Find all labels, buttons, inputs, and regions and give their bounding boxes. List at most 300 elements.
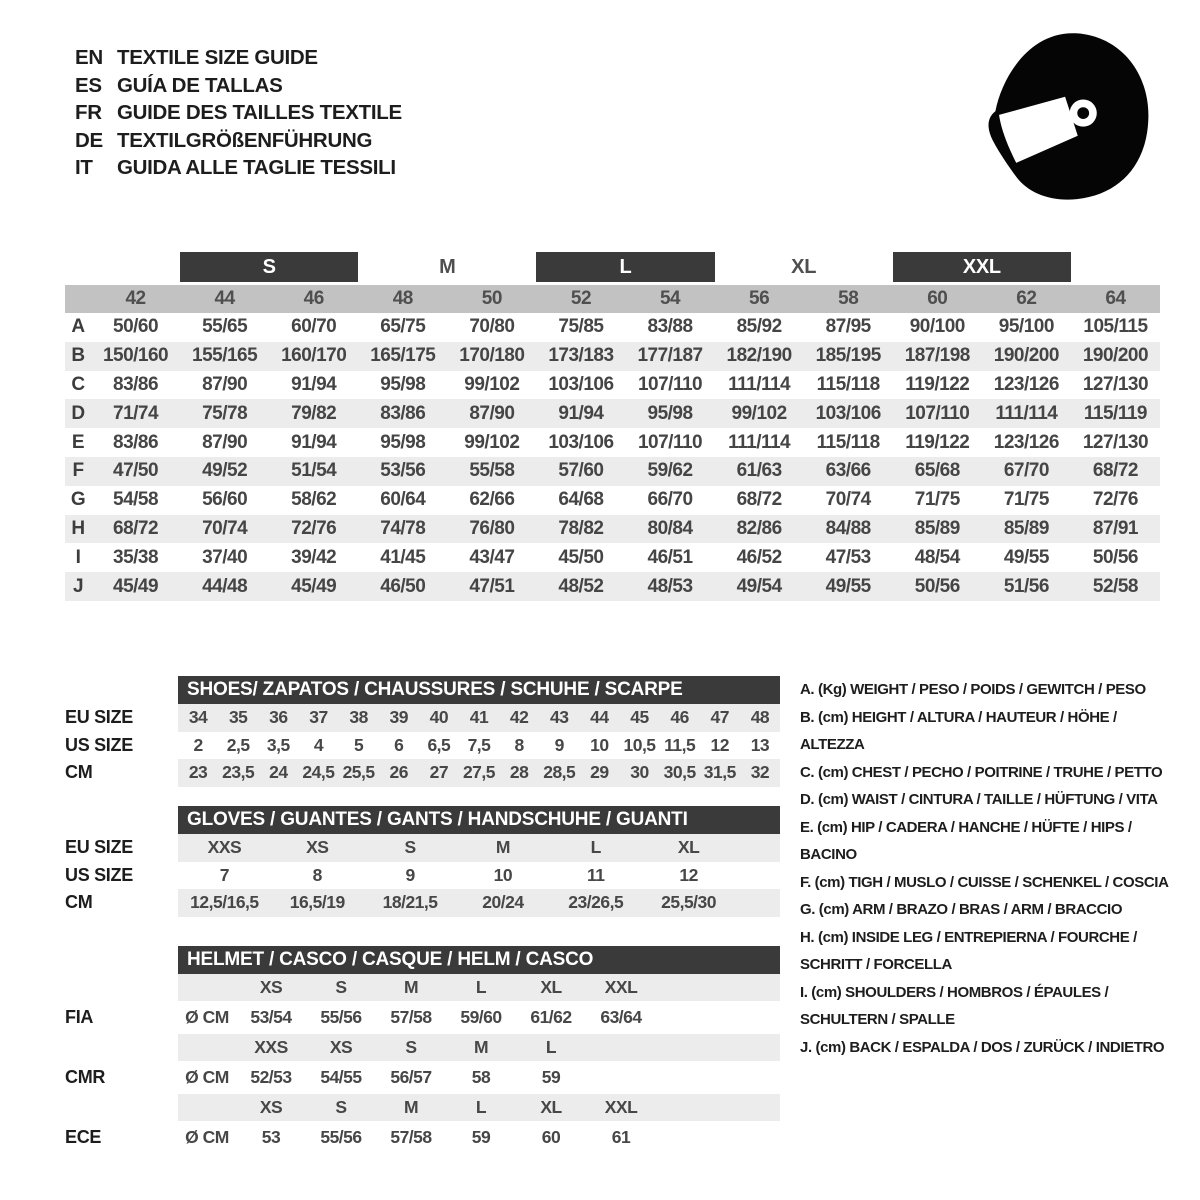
size-value: 107/110 (905, 402, 970, 424)
standard-label-fia: FIA (65, 1007, 94, 1027)
cell-value: 43 (550, 707, 569, 728)
helmet-sizes-row (65, 974, 780, 1001)
helmet-value: 59/60 (460, 1007, 502, 1027)
cell-value: 16,5/19 (289, 892, 345, 913)
helmet-sizes-row (65, 1034, 780, 1061)
size-value: 85/89 (914, 517, 960, 539)
gloves-table-body-band (178, 834, 780, 862)
size-column-header: 44 (214, 288, 235, 309)
gloves-table-body (65, 834, 780, 917)
gloves-table (65, 806, 780, 917)
language-row (75, 154, 402, 182)
size-value: 41/45 (380, 546, 426, 568)
size-value: 56/60 (202, 489, 248, 511)
helmet-size-label: L (545, 1037, 557, 1057)
legend-item: G. (cm) ARM / BRAZO / BRAS / ARM / BRACCIO (800, 901, 1123, 918)
gloves-table-title: GLOVES / GUANTES / GANTS / HANDSCHUHE / GUANTI (178, 806, 780, 834)
size-value: 79/82 (291, 402, 337, 424)
helmet-value: 57/58 (390, 1127, 432, 1147)
helmet-size-label: XS (259, 1097, 283, 1117)
cell-value: 27,5 (462, 762, 496, 783)
guide-title: GUIDA ALLE TAGLIE TESSILI (117, 156, 396, 179)
corner-cell (65, 285, 91, 313)
language-row (75, 72, 402, 100)
cell-value: 2 (193, 734, 203, 755)
cell-value: 28,5 (543, 762, 576, 783)
helmet-size-label: S (335, 977, 347, 997)
row-letter: D (71, 402, 85, 424)
size-value: 85/92 (736, 316, 782, 338)
size-value: 99/102 (464, 373, 520, 395)
size-value: 182/190 (726, 345, 792, 367)
standard-label-cmr: CMR (65, 1067, 106, 1087)
shoes-table-body-row (65, 704, 780, 732)
cell-value: 34 (188, 707, 208, 728)
gloves-table-body-band (178, 862, 780, 890)
size-group-xxl: XXL (893, 252, 1071, 282)
language-row (75, 99, 402, 127)
size-value: 70/74 (825, 489, 871, 511)
size-value: 46/51 (647, 546, 693, 568)
row-letter: A (71, 316, 85, 338)
row-letter: J (72, 575, 84, 597)
legend-item: F. (cm) TIGH / MUSLO / CUISSE / SCHENKEL / COSCIA (800, 873, 1169, 891)
cell-value: 20/24 (482, 892, 524, 913)
size-value: 35/38 (113, 546, 159, 568)
cell-value: 7 (219, 864, 230, 885)
size-value: 123/126 (993, 373, 1059, 395)
size-value: 99/102 (731, 402, 787, 424)
cell-value: L (590, 837, 601, 858)
size-value: 70/80 (469, 316, 515, 338)
size-value: 71/75 (914, 489, 960, 511)
cell-value: 23 (188, 762, 208, 783)
cell-value: 7,5 (467, 734, 491, 755)
size-row-g (65, 486, 1160, 515)
size-value: 51/54 (291, 460, 337, 482)
language-code: EN (75, 46, 103, 69)
size-value: 61/63 (736, 460, 782, 482)
size-column-header: 64 (1105, 288, 1126, 309)
row-label: US SIZE (65, 864, 133, 885)
cell-value: 40 (429, 707, 449, 728)
size-value: 91/94 (558, 402, 604, 424)
helmet-size-band (178, 1034, 780, 1061)
size-value: 95/98 (380, 431, 426, 453)
size-column-header: 46 (303, 288, 324, 309)
helmet-value: 61/62 (530, 1007, 572, 1027)
size-value: 46/50 (380, 575, 426, 597)
size-value: 95/98 (380, 373, 426, 395)
size-value: 44/48 (202, 575, 248, 597)
size-value: 54/58 (113, 489, 159, 511)
row-label (65, 1034, 178, 1061)
cell-value: XS (306, 837, 329, 858)
helmet-value: 60 (541, 1127, 561, 1147)
helmet-values-row (65, 1001, 780, 1034)
size-row-a (65, 313, 1160, 342)
measurement-legend (800, 676, 1180, 1061)
helmet-values-row (65, 1121, 780, 1154)
row-letter: F (72, 460, 84, 482)
size-column-header: 48 (392, 288, 413, 309)
size-value: 107/110 (637, 431, 703, 453)
size-group-xl: XL (791, 255, 817, 278)
cell-value: 11 (586, 864, 605, 885)
size-row-i (65, 543, 1160, 572)
helmet-value-band (178, 1121, 780, 1154)
size-value: 87/91 (1092, 517, 1138, 539)
size-group-row (65, 252, 1160, 282)
cell-value: 36 (269, 707, 288, 728)
size-value: 58/62 (291, 489, 337, 511)
size-column-header: 42 (125, 288, 146, 309)
size-column-header: 60 (927, 288, 948, 309)
size-value: 127/130 (1082, 373, 1149, 395)
legend-item: A. (Kg) WEIGHT / PESO / POIDS / GEWITCH / PESO (800, 681, 1146, 698)
row-letter: B (71, 345, 85, 367)
helmet-size-label: XXL (604, 1097, 638, 1117)
shoes-table-body-band (178, 759, 780, 787)
cell-value: 11,5 (664, 734, 696, 755)
cell-value: 46 (670, 707, 689, 728)
size-value: 43/47 (469, 546, 515, 568)
size-value: 95/98 (647, 402, 693, 424)
size-value: 103/106 (815, 402, 881, 424)
size-value: 71/74 (113, 402, 159, 424)
gloves-table-body-row (65, 862, 780, 890)
size-column-header: 52 (570, 288, 592, 309)
helmet-icon (973, 28, 1159, 200)
language-code: ES (75, 73, 102, 97)
size-value: 50/60 (113, 316, 159, 338)
size-column-header: 62 (1016, 288, 1037, 309)
helmet-value-band (178, 1061, 780, 1094)
shoes-table-body-row (65, 759, 780, 787)
cell-value: 6,5 (427, 734, 451, 755)
cell-value: S (404, 837, 416, 858)
size-value: 80/84 (647, 517, 693, 539)
helmet-table-body (65, 974, 780, 1154)
size-value: 83/88 (647, 316, 693, 338)
cell-value: 32 (750, 762, 770, 783)
size-value: 51/56 (1003, 575, 1049, 597)
size-value: 83/86 (380, 402, 426, 424)
helmet-size-band (178, 974, 780, 1001)
cell-value: XL (677, 837, 700, 858)
helmet-size-label: XL (540, 1097, 562, 1117)
size-value: 87/90 (202, 431, 248, 453)
helmet-value: 63/64 (600, 1007, 642, 1027)
size-value: 103/106 (548, 431, 614, 453)
helmet-value: 54/55 (320, 1067, 362, 1087)
cell-value: 3,5 (266, 734, 290, 755)
size-value: 107/110 (637, 373, 703, 395)
cell-value: 5 (353, 734, 364, 755)
size-row-c (65, 371, 1160, 400)
size-value: 115/118 (816, 373, 880, 395)
helmet-table-title: HELMET / CASCO / CASQUE / HELM / CASCO (178, 946, 780, 974)
helmet-value-band (178, 1001, 780, 1034)
size-value: 50/56 (1092, 546, 1138, 568)
size-value: 47/51 (469, 575, 515, 597)
size-value: 68/72 (1092, 460, 1138, 482)
size-value: 90/100 (909, 316, 965, 338)
helmet-sizes-row (65, 1094, 780, 1121)
cell-value: 35 (228, 707, 248, 728)
size-value: 60/70 (291, 316, 337, 338)
cell-value: 41 (469, 707, 489, 728)
gloves-table-body-band (178, 889, 780, 917)
row-label: CM (65, 762, 93, 783)
size-value: 65/75 (380, 316, 426, 338)
cell-value: 42 (509, 707, 529, 728)
standard-label-ece: ECE (65, 1127, 102, 1147)
language-code: DE (75, 128, 103, 152)
legend-item: D. (cm) WAIST / CINTURA / TAILLE / HÜFTUNG / VITA (800, 791, 1158, 808)
size-value: 50/56 (914, 575, 960, 597)
helmet-value: 55/56 (320, 1007, 362, 1027)
size-table-body (65, 313, 1160, 601)
size-value: 70/74 (202, 517, 248, 539)
cell-value: 8 (514, 734, 524, 755)
legend-item: J. (cm) BACK / ESPALDA / DOS / ZURÜCK / INDIETRO (800, 1038, 1165, 1056)
cell-value: 44 (590, 707, 609, 728)
size-value: 84/88 (825, 517, 871, 539)
helmet-size-label: L (475, 1097, 487, 1117)
size-value: 72/76 (291, 517, 337, 539)
size-value: 65/68 (914, 460, 960, 482)
cell-value: 6 (394, 734, 404, 755)
shoes-table-body-band (178, 704, 780, 732)
size-value: 49/54 (736, 575, 782, 597)
size-value: 71/75 (1003, 489, 1049, 511)
garment-size-table (65, 252, 1160, 601)
legend-item: I. (cm) SHOULDERS / HOMBROS / ÉPAULES / SCHULTERN / SPALLE (800, 983, 1109, 1028)
row-label: US SIZE (65, 734, 133, 755)
row-label: EU SIZE (65, 707, 133, 728)
helmet-size-label: M (473, 1037, 489, 1057)
helmet-values-row (65, 1061, 780, 1094)
cell-value: 10 (590, 734, 609, 755)
size-value: 78/82 (558, 517, 604, 539)
size-value: 64/68 (558, 489, 604, 511)
cell-value: 31,5 (703, 762, 736, 783)
helmet-value: 58 (471, 1067, 491, 1087)
size-value: 165/175 (370, 345, 436, 367)
size-value: 173/183 (548, 345, 614, 367)
size-value: 57/60 (558, 460, 604, 482)
size-value: 95/100 (998, 316, 1054, 338)
size-value: 66/70 (647, 489, 693, 511)
size-value: 119/122 (905, 373, 970, 395)
size-value: 177/187 (637, 345, 703, 367)
row-label: EU SIZE (65, 837, 133, 858)
size-value: 115/119 (1083, 402, 1147, 424)
size-value: 68/72 (736, 489, 782, 511)
helmet-value: 61 (611, 1127, 631, 1147)
size-value: 48/52 (558, 575, 604, 597)
size-value: 83/86 (113, 431, 159, 453)
cell-value: 12 (710, 734, 730, 755)
cell-value: 12 (679, 864, 698, 885)
helmet-size-label: XS (259, 977, 283, 997)
legend-item: B. (cm) HEIGHT / ALTURA / HAUTEUR / HÖHE / ALTEZZA (800, 708, 1117, 753)
size-value: 87/90 (202, 373, 248, 395)
size-value: 49/55 (825, 575, 871, 597)
legend-item: E. (cm) HIP / CADERA / HANCHE / HÜFTE / HIPS / BACINO (800, 818, 1132, 863)
helmet-value: 59 (471, 1127, 491, 1147)
gloves-table-body-row (65, 889, 780, 917)
size-value: 150/160 (102, 345, 169, 367)
size-value: 74/78 (380, 517, 426, 539)
helmet-size-label: XXL (604, 977, 638, 997)
size-row-e (65, 428, 1160, 457)
helmet-size-label: M (403, 977, 419, 997)
size-value: 45/49 (291, 575, 337, 597)
cell-value: 27 (429, 762, 449, 783)
size-value: 185/195 (815, 345, 881, 367)
cell-value: 24 (269, 762, 288, 783)
size-value: 111/114 (728, 431, 791, 453)
shoes-table-title: SHOES/ ZAPATOS / CHAUSSURES / SCHUHE / SCARPE (178, 676, 780, 704)
size-value: 63/66 (825, 460, 871, 482)
size-group-s: S (180, 252, 358, 282)
cell-value: 45 (630, 707, 649, 728)
size-value: 55/65 (202, 316, 248, 338)
size-value: 87/95 (825, 316, 871, 338)
size-value: 48/53 (647, 575, 693, 597)
size-columns-row (65, 285, 1160, 313)
cell-value: 4 (313, 734, 324, 755)
row-letter: I (75, 546, 81, 568)
row-label (65, 974, 178, 1001)
size-value: 105/115 (1083, 316, 1148, 338)
helmet-size-label: XL (540, 977, 562, 997)
shoes-table (65, 676, 780, 787)
language-list (75, 44, 402, 182)
size-value: 187/198 (904, 345, 970, 367)
row-letter: H (71, 517, 85, 539)
helmet-size-label: S (335, 1097, 347, 1117)
size-value: 55/58 (469, 460, 515, 482)
size-value: 72/76 (1092, 489, 1138, 511)
size-value: 45/49 (113, 575, 159, 597)
cell-value: 48 (750, 707, 770, 728)
size-column-header: 56 (749, 288, 770, 309)
size-value: 83/86 (113, 373, 159, 395)
cell-value: 30 (630, 762, 649, 783)
shoes-table-body-row (65, 732, 780, 760)
row-letter: G (70, 489, 86, 511)
cell-value: 13 (750, 734, 770, 755)
size-value: 119/122 (905, 431, 970, 453)
size-value: 59/62 (647, 460, 693, 482)
shoes-table-body-band (178, 732, 780, 760)
size-value: 53/56 (380, 460, 426, 482)
cell-value: 28 (509, 762, 529, 783)
cell-value: 25,5/30 (661, 892, 717, 913)
diameter-unit: Ø CM (185, 1067, 229, 1087)
helmet-table (65, 946, 780, 1154)
cell-value: 10,5 (623, 734, 656, 755)
size-value: 52/58 (1092, 575, 1138, 597)
helmet-value: 56/57 (390, 1067, 432, 1087)
cell-value: 25,5 (342, 762, 375, 783)
cell-value: 9 (554, 734, 564, 755)
size-value: 48/54 (914, 546, 960, 568)
unit-spacer (178, 1094, 236, 1121)
cell-value: 38 (349, 707, 368, 728)
size-value: 39/42 (291, 546, 337, 568)
cell-value: 9 (405, 864, 415, 885)
size-value: 103/106 (548, 373, 614, 395)
size-value: 62/66 (469, 489, 515, 511)
size-column-header: 58 (838, 288, 859, 309)
legend-item: C. (cm) CHEST / PECHO / POITRINE / TRUHE / PETTO (800, 763, 1163, 781)
row-label: CM (65, 892, 93, 913)
guide-title: TEXTILGRÖßENFÜHRUNG (117, 128, 373, 152)
guide-title: GUÍA DE TALLAS (117, 73, 283, 97)
helmet-value: 52/53 (250, 1067, 292, 1087)
size-value: 49/55 (1003, 546, 1049, 568)
size-row-d (65, 399, 1160, 428)
size-value: 190/200 (993, 345, 1059, 367)
cell-value: M (495, 837, 510, 858)
size-value: 76/80 (469, 517, 515, 539)
diameter-unit: Ø CM (185, 1007, 229, 1027)
size-value: 190/200 (1082, 345, 1149, 367)
cell-value: 23,5 (222, 762, 255, 783)
size-value: 47/50 (113, 460, 159, 482)
size-value: 111/114 (995, 402, 1058, 424)
size-value: 170/180 (459, 345, 525, 367)
size-row-f (65, 457, 1160, 486)
row-letter: E (71, 431, 85, 453)
size-value: 115/118 (816, 431, 880, 453)
helmet-value: 55/56 (320, 1127, 362, 1147)
helmet-size-label: XXS (254, 1037, 288, 1057)
size-value: 91/94 (291, 373, 337, 395)
unit-spacer (178, 974, 236, 1001)
shoes-table-body (65, 704, 780, 787)
diameter-unit: Ø CM (185, 1127, 229, 1147)
language-code: IT (75, 156, 93, 179)
cell-value: 24,5 (302, 762, 335, 783)
language-row (75, 44, 402, 72)
gloves-table-body-row (65, 834, 780, 862)
cell-value: 8 (312, 864, 322, 885)
guide-title: TEXTILE SIZE GUIDE (117, 46, 318, 69)
cell-value: 2,5 (226, 734, 250, 755)
size-value: 99/102 (464, 431, 520, 453)
cell-value: 37 (309, 707, 328, 728)
guide-title: GUIDE DES TAILLES TEXTILE (117, 101, 402, 124)
size-column-header: 54 (659, 288, 681, 309)
helmet-size-label: S (405, 1037, 417, 1057)
helmet-size-label: XS (329, 1037, 353, 1057)
size-group-m: M (439, 255, 456, 278)
size-value: 68/72 (113, 517, 159, 539)
cell-value: 39 (389, 707, 408, 728)
size-value: 49/52 (202, 460, 248, 482)
row-letter: C (71, 373, 85, 395)
size-value: 47/53 (825, 546, 871, 568)
helmet-value: 53/54 (250, 1007, 292, 1027)
helmet-value: 57/58 (390, 1007, 432, 1027)
legend-item: H. (cm) INSIDE LEG / ENTREPIERNA / FOURCHE / SCHRITT / FORCELLA (800, 928, 1137, 973)
size-value: 111/114 (728, 373, 791, 395)
